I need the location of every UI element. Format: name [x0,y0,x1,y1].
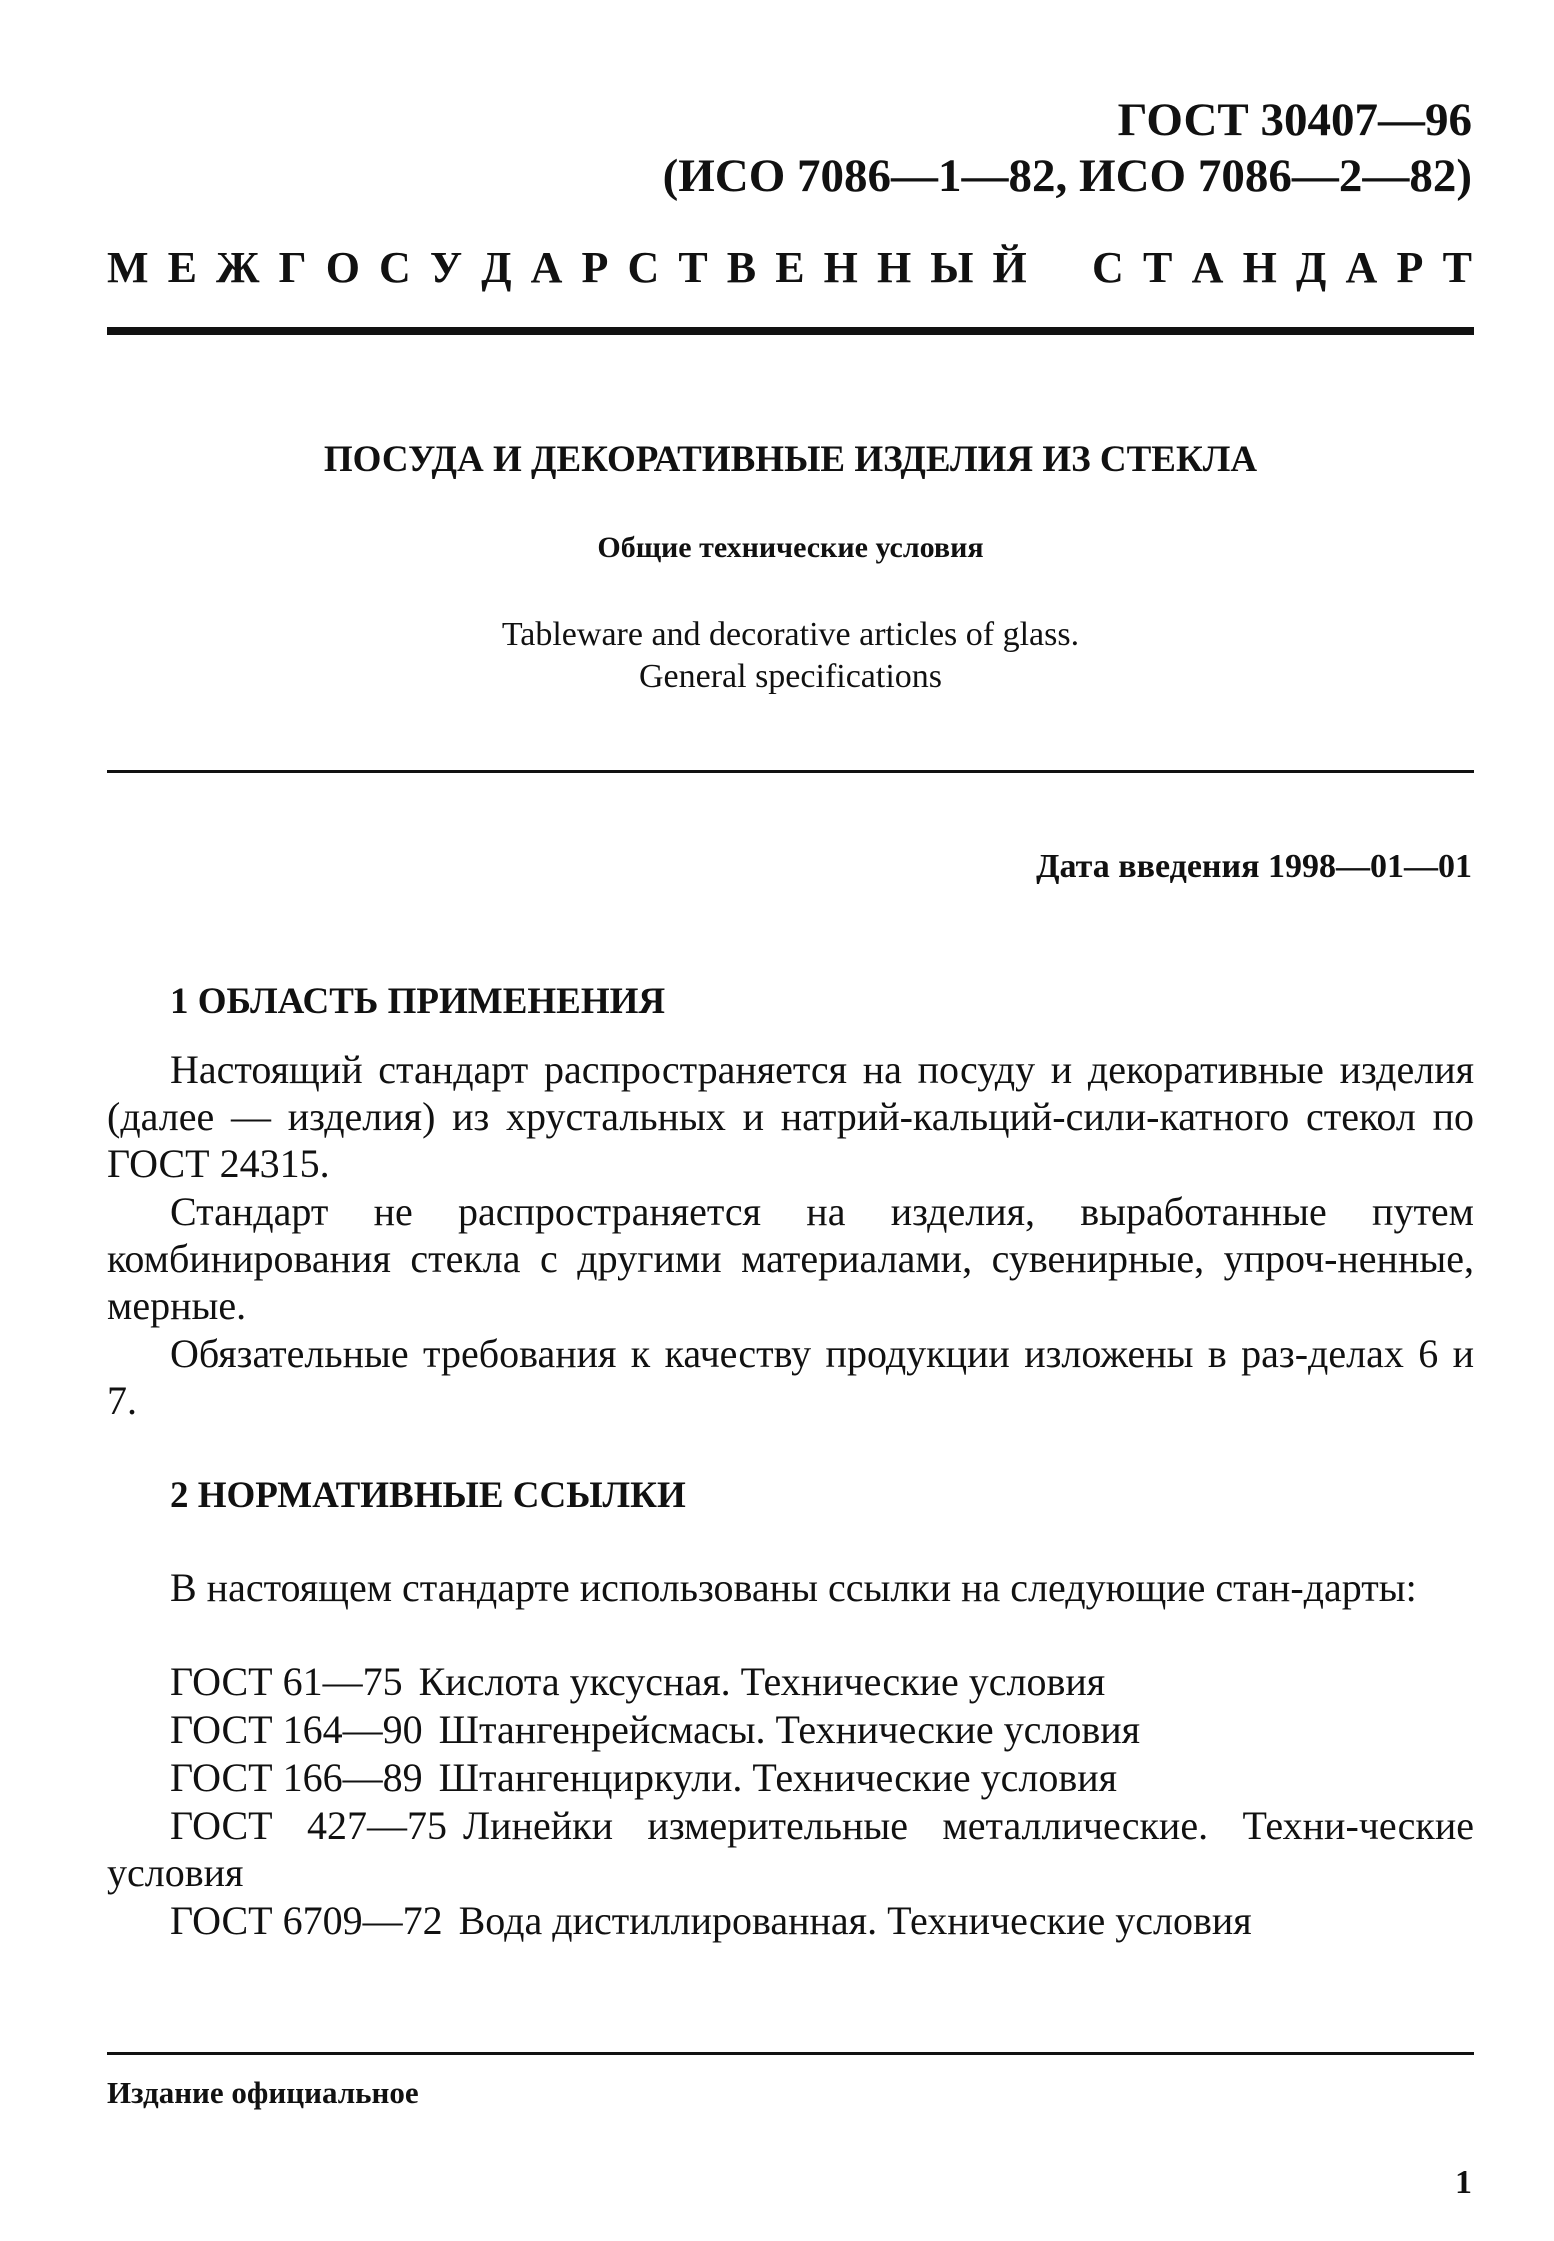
reference-code: ГОСТ 164—90 [170,1707,423,1752]
reference-title: Штангенциркули. Технические условия [438,1755,1118,1800]
reference-code: ГОСТ 6709—72 [170,1898,443,1943]
section-heading-references: 2 НОРМАТИВНЫЕ ССЫЛКИ [170,1475,686,1516]
document-title-english [107,614,1474,698]
section-heading-scope: 1 ОБЛАСТЬ ПРИМЕНЕНИЯ [170,981,666,1022]
reference-title: Кислота уксусная. Технические условия [418,1659,1106,1704]
introduction-date: Дата введения 1998—01—01 [1036,848,1472,885]
reference-item [107,1897,1474,1944]
references-list [107,1658,1474,1945]
title-divider [107,770,1474,773]
reference-code: ГОСТ 427—75 [170,1803,448,1848]
standard-code: ГОСТ 30407—96 [1117,94,1472,146]
standard-code-block [663,92,1472,204]
reference-item [107,1658,1474,1705]
interstate-word: М Е Ж Г О С У Д А Р С Т В Е Н Н Ы Й [107,243,1027,292]
page-number: 1 [1455,2164,1472,2201]
english-title-line: Tableware and decorative articles of glass. [501,616,1080,653]
document-subtitle: Общие технические условия [597,531,984,564]
scope-paragraph: Обязательные требования к качеству продукции изложены в раз-делах 6 и 7. [107,1331,1474,1423]
official-edition-note: Издание официальное [107,2075,419,2110]
reference-title: Вода дистиллированная. Технические условия [458,1898,1252,1943]
scope-paragraph: Стандарт не распространяется на изделия, выработанные путем комбинирования стекла с другими материалами, сувенирные, упроч-ненные, мерные. [107,1189,1474,1328]
interstate-standard-banner [107,240,1472,296]
english-title-line: General specifications [638,658,943,695]
reference-title: Штангенрейсмасы. Технические условия [438,1707,1141,1752]
document-title: ПОСУДА И ДЕКОРАТИВНЫЕ ИЗДЕЛИЯ ИЗ СТЕКЛА [323,439,1258,480]
scope-paragraph: Настоящий стандарт распространяется на посуду и декоративные изделия (далее — изделия) из хрустальных и натрий-кальций-сили-катного стекол по ГОСТ 24315. [107,1047,1474,1186]
reference-item [107,1706,1474,1753]
reference-item [107,1802,1474,1896]
reference-title: Линейки измерительные металлические. Техни-ческие условия [107,1803,1474,1895]
reference-code: ГОСТ 166—89 [170,1755,423,1800]
reference-item [107,1754,1474,1801]
standard-word: С Т А Н Д А Р Т [1092,243,1472,292]
reference-code: ГОСТ 61—75 [170,1659,403,1704]
references-intro: В настоящем стандарте использованы ссылки на следующие стан-дарты: [170,1565,1417,1610]
footer-divider [107,2052,1474,2055]
iso-equivalent-codes: (ИСО 7086—1—82, ИСО 7086—2—82) [662,150,1472,202]
header-divider [107,327,1474,335]
